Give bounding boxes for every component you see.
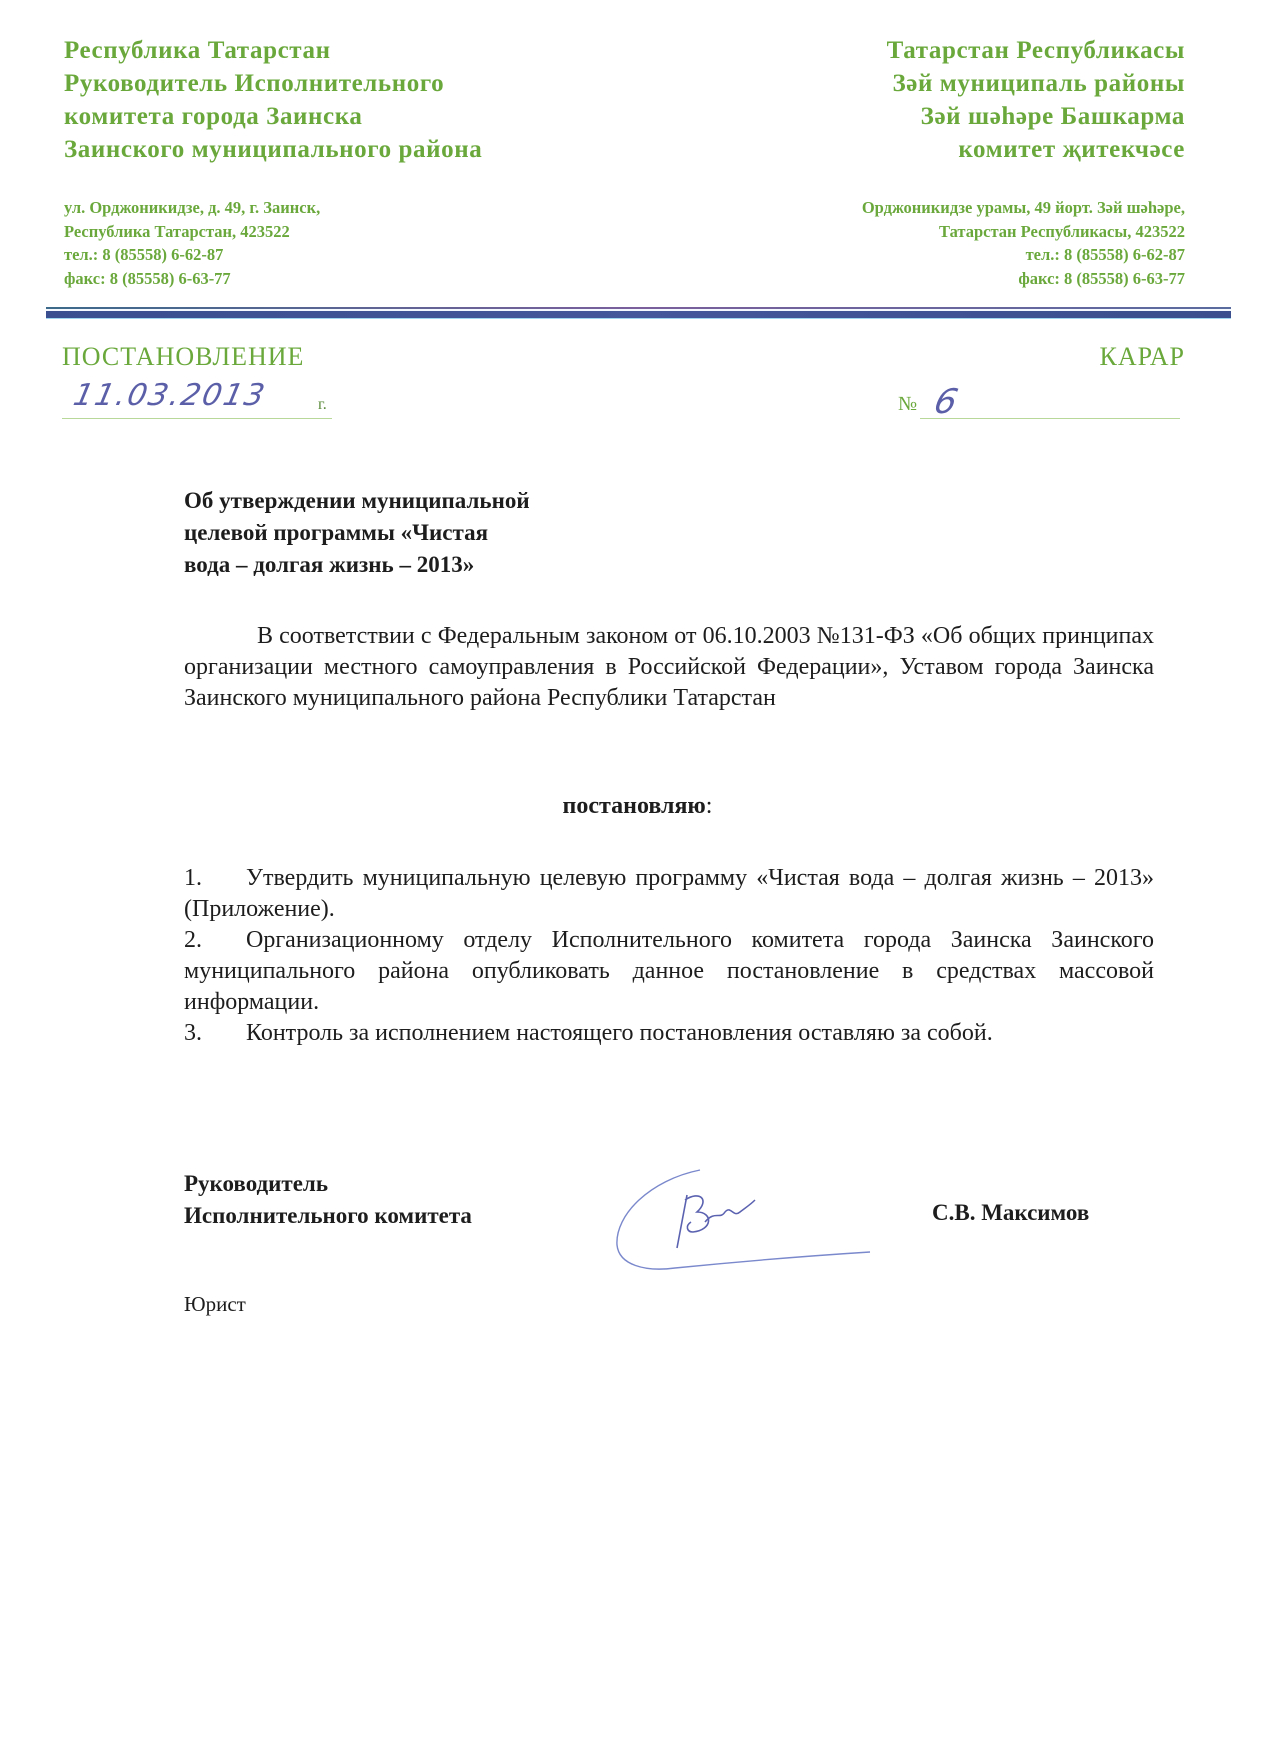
- letterhead-right: [887, 34, 1185, 166]
- letterhead-left-line: Заинского муниципального района: [64, 136, 483, 163]
- resolution-item: [184, 863, 1154, 925]
- position-line: Исполнительного комитета: [184, 1203, 472, 1228]
- title-line: вода – долгая жизнь – 2013»: [184, 552, 475, 577]
- item-number: 2.: [184, 927, 202, 953]
- item-number: 3.: [184, 1020, 202, 1046]
- letterhead-left-line: Республика Татарстан: [64, 37, 331, 64]
- letterhead-left-line: комитета города Заинска: [64, 103, 363, 130]
- address-line: Орджоникидзе урамы, 49 йорт. Зәй шәһәре,: [861, 198, 1185, 217]
- preamble-text: В соответствии с Федеральным законом от 06.10.2003 №131-ФЗ «Об общих принципах организации местного самоуправления в Российской Федерации», Уставом города Заинска Заинского муниципального района Республики Татарстан: [184, 623, 1154, 711]
- number-field-underline: [920, 418, 1180, 419]
- resolve-colon: :: [705, 793, 713, 819]
- phone-line: тел.: 8 (85558) 6-62-87: [1025, 245, 1185, 264]
- letterhead-separator: [46, 307, 1231, 319]
- doc-type-tatar: КАРАР: [1099, 342, 1185, 371]
- resolution-items: [184, 863, 1154, 1049]
- position-line: Руководитель: [184, 1171, 328, 1196]
- signature-loop: [617, 1170, 870, 1269]
- title-line: Об утверждении муниципальной: [184, 488, 530, 513]
- resolution-item: [184, 1018, 1154, 1049]
- resolution-item: [184, 925, 1154, 1018]
- item-text: Организационному отделу Исполнительного комитета города Заинска Заинского муниципального района опубликовать данное постановление в средствах массовой информации.: [184, 927, 1154, 1015]
- address-line: ул. Орджоникидзе, д. 49, г. Заинск,: [64, 198, 321, 217]
- number-label: №: [898, 393, 918, 415]
- item-text: Контроль за исполнением настоящего постановления оставляю за собой.: [246, 1020, 993, 1046]
- letterhead-left-line: Руководитель Исполнительного: [64, 70, 445, 97]
- item-number: 1.: [184, 865, 202, 891]
- handwritten-signature: [605, 1160, 885, 1280]
- signature-tail: [705, 1200, 755, 1222]
- doc-type-russian: ПОСТАНОВЛЕНИЕ: [62, 342, 305, 371]
- title-line: целевой программы «Чистая: [184, 520, 489, 545]
- fax-line: факс: 8 (85558) 6-63-77: [1018, 268, 1185, 288]
- signatory-name: С.В. Максимов: [932, 1200, 1090, 1225]
- resolve-heading: [0, 793, 1275, 820]
- address-line: Татарстан Республикасы, 423522: [939, 221, 1185, 241]
- item-text: Утвердить муниципальную целевую программу «Чистая вода – долгая жизнь – 2013» (Приложение).: [184, 865, 1154, 922]
- preamble-paragraph: [184, 621, 1154, 714]
- fax-line: факс: 8 (85558) 6-63-77: [64, 268, 231, 288]
- signature-letter: [677, 1195, 709, 1248]
- date-field: [62, 378, 332, 419]
- handwritten-date: 11.03.2013: [70, 378, 270, 413]
- handwritten-number: 6: [930, 382, 962, 422]
- date-suffix: г.: [318, 396, 327, 413]
- separator-thick-line: [46, 311, 1231, 319]
- address-right: [862, 196, 1185, 290]
- address-left: [64, 196, 320, 290]
- letterhead-left: [64, 34, 482, 166]
- jurist-label: Юрист: [184, 1292, 246, 1316]
- signatory-position: [184, 1168, 472, 1232]
- letterhead-right-line: Зәй муниципаль районы: [892, 70, 1185, 97]
- resolve-word: постановляю: [562, 793, 706, 819]
- document-title: [184, 485, 530, 581]
- letterhead-right-line: комитет җитекчәсе: [958, 136, 1185, 163]
- letterhead-right-line: Татарстан Республикасы: [886, 37, 1185, 64]
- phone-line: тел.: 8 (85558) 6-62-87: [64, 245, 224, 264]
- address-line: Республика Татарстан, 423522: [64, 221, 290, 241]
- letterhead-right-line: Зәй шәһәре Башкарма: [920, 103, 1185, 130]
